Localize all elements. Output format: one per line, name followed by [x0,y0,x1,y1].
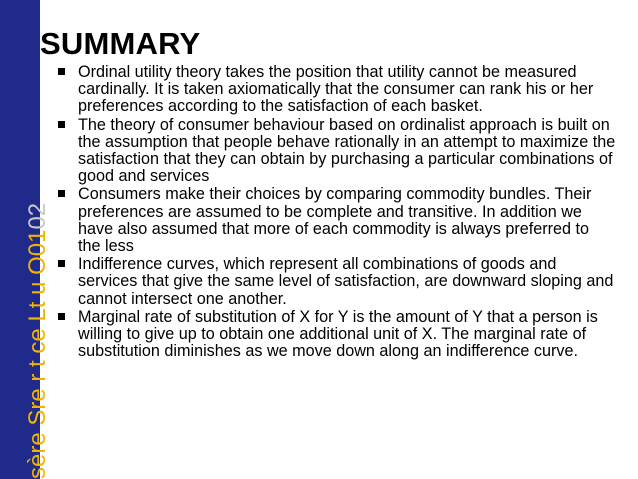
bullet-item [56,309,616,361]
slide-title: SUMMARY [40,26,201,61]
square-bullet-icon [58,68,65,75]
bullet-list [56,64,616,361]
bullet-text: Consumers make their choices by comparing commodity bundles. Their preferences are assumed to be complete and transitive. In addition we have also assumed that more of each commodity is always preferred to the less [78,185,592,256]
bullet-text: The theory of consumer behaviour based on ordinalist approach is built on the assumption that people behave rationally in an attempt to maximize the satisfaction that they can obtain by purchasing a particular combinations of good and services [78,115,616,186]
side-banner-label-main: sère Sre r t ce Lt u O01 [24,229,51,479]
bullet-item [56,117,616,186]
bullet-item [56,256,616,308]
bullet-item [56,64,616,116]
bullet-text: Marginal rate of substitution of X for Y is the amount of Y that a person is willing to give up to obtain one additional unit of X. The marginal rate of substitution diminishes as we move down along an indifference curve. [78,307,598,361]
bullet-text: Ordinal utility theory takes the position that utility cannot be measured cardinally. It is taken axiomatically that the consumer can rank his or her preferences according to the satisfaction of each basket. [78,63,594,116]
square-bullet-icon [58,190,65,197]
side-banner-label [26,203,50,479]
side-banner [0,0,51,479]
bullet-text: Indifference curves, which represent all combinations of goods and services that give the same level of satisfaction, are downward sloping and cannot intersect one another. [78,255,614,308]
square-bullet-icon [58,121,65,128]
side-banner-label-tail: 02 [24,202,51,230]
square-bullet-icon [58,313,65,320]
square-bullet-icon [58,260,65,267]
bullet-item [56,186,616,255]
